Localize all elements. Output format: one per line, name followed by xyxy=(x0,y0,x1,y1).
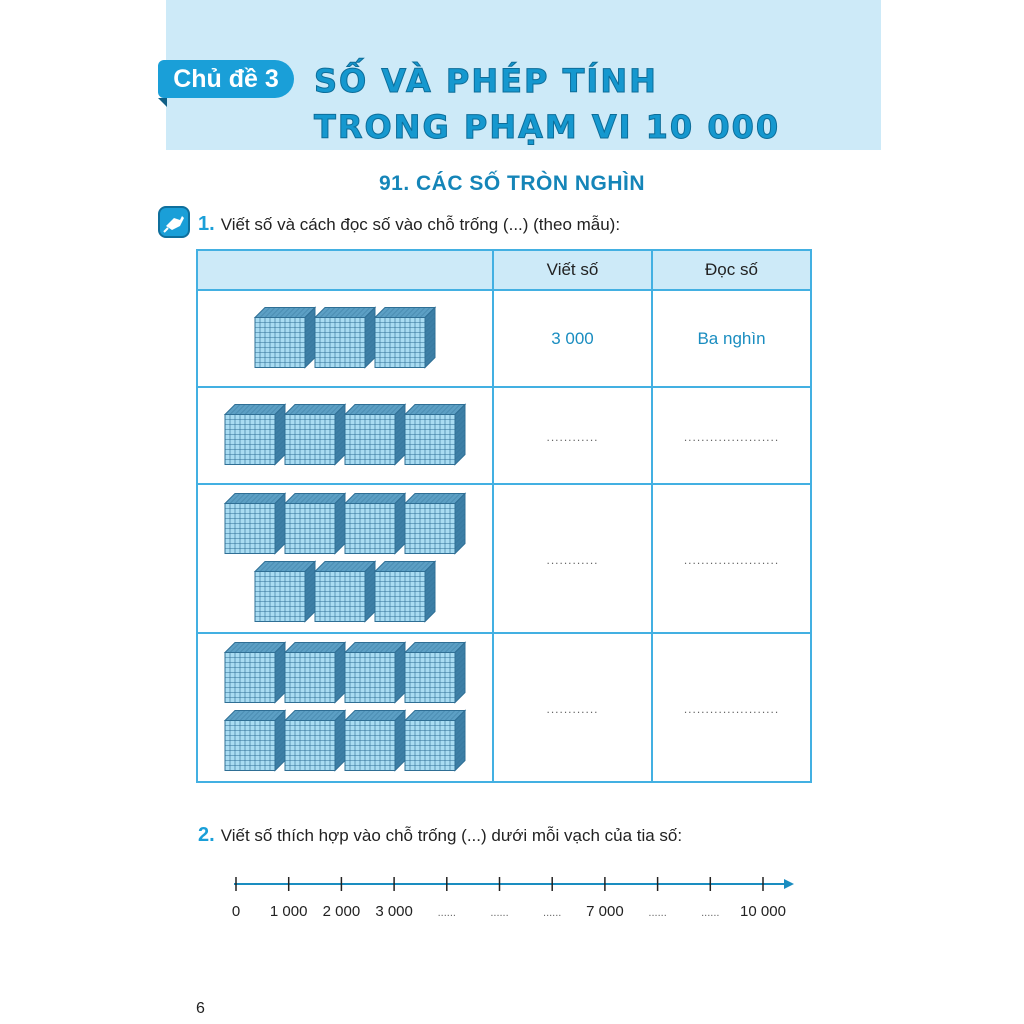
thousand-cube xyxy=(285,643,345,703)
header-picture xyxy=(197,250,493,290)
header-read: Đọc số xyxy=(652,250,811,290)
thousand-cube xyxy=(375,308,435,368)
read-value: Ba nghìn xyxy=(697,328,766,348)
exercise-1-number: 1. xyxy=(198,213,215,235)
thousand-cube xyxy=(225,711,285,771)
thousand-cube xyxy=(255,308,315,368)
picture-cell xyxy=(197,387,493,484)
read-blank: ...................... xyxy=(683,552,780,567)
thousand-cube xyxy=(345,643,405,703)
number-line-blank[interactable]: ...... xyxy=(437,907,456,919)
thousand-cube xyxy=(285,405,345,465)
thousand-cube xyxy=(345,494,405,554)
thousand-cube xyxy=(315,308,375,368)
read-cell[interactable] xyxy=(652,387,811,484)
thousand-cube xyxy=(375,562,435,622)
thousand-cube xyxy=(405,405,465,465)
write-blank: ............ xyxy=(546,701,599,716)
chapter-tab: Chủ đề 3 xyxy=(158,60,294,98)
thousand-cube xyxy=(345,711,405,771)
exercise-icon xyxy=(158,206,190,238)
thousand-cube xyxy=(405,643,465,703)
chapter-title-line1: SỐ VÀ PHÉP TÍNH xyxy=(314,62,658,100)
number-line-blank[interactable]: ...... xyxy=(543,907,562,919)
exercise-2-number: 2. xyxy=(198,824,215,846)
chapter-title-line2: TRONG PHẠM VI 10 000 xyxy=(314,108,781,146)
write-cell[interactable] xyxy=(493,387,652,484)
picture-cell xyxy=(197,484,493,633)
table-row xyxy=(197,484,811,633)
picture-cell xyxy=(197,633,493,782)
thousand-cube xyxy=(345,405,405,465)
number-line-label: 2 000 xyxy=(322,903,361,920)
table-row xyxy=(197,290,811,387)
thousand-cube xyxy=(225,405,285,465)
write-cell xyxy=(493,290,652,387)
thousand-cubes-3 xyxy=(198,291,492,386)
exercise-1-heading xyxy=(198,213,620,236)
picture-cell xyxy=(197,290,493,387)
number-line-arrow xyxy=(784,879,794,889)
read-cell[interactable] xyxy=(652,633,811,782)
thousand-cube xyxy=(225,494,285,554)
number-line xyxy=(228,866,798,926)
write-cell[interactable] xyxy=(493,484,652,633)
table-header-row xyxy=(197,250,811,290)
number-line-blank[interactable]: ...... xyxy=(701,907,720,919)
exercise-1-table xyxy=(196,249,812,783)
page-number: 6 xyxy=(196,1000,205,1017)
chapter-title xyxy=(314,58,874,150)
lesson-title: 91. CÁC SỐ TRÒN NGHÌN xyxy=(378,172,646,195)
exercise-2-heading xyxy=(198,824,682,847)
write-blank: ............ xyxy=(546,552,599,567)
chapter-tab-fold xyxy=(158,98,167,107)
read-cell xyxy=(652,290,811,387)
thousand-cubes-8 xyxy=(198,634,492,781)
thousand-cube xyxy=(225,643,285,703)
write-blank: ............ xyxy=(546,429,599,444)
thousand-cubes-4 xyxy=(198,388,492,483)
number-line-label: 1 000 xyxy=(269,903,308,920)
thousand-cube xyxy=(285,494,345,554)
write-cell[interactable] xyxy=(493,633,652,782)
thousand-cube xyxy=(285,711,345,771)
thousand-cube xyxy=(255,562,315,622)
read-blank: ...................... xyxy=(683,701,780,716)
number-line-blank[interactable]: ...... xyxy=(490,907,509,919)
read-cell[interactable] xyxy=(652,484,811,633)
exercise-1-instruction: Viết số và cách đọc số vào chỗ trống (...) (theo mẫu): xyxy=(220,215,621,234)
number-line-label: 7 000 xyxy=(586,903,624,920)
number-line-label: 3 000 xyxy=(375,903,413,920)
write-value: 3 000 xyxy=(551,328,594,348)
thousand-cube xyxy=(405,711,465,771)
number-line-label: 0 xyxy=(231,903,241,920)
number-line-label: 10 000 xyxy=(740,903,786,920)
thousand-cube xyxy=(405,494,465,554)
table-row xyxy=(197,387,811,484)
number-line-blank[interactable]: ...... xyxy=(648,907,667,919)
read-blank: ...................... xyxy=(683,429,780,444)
exercise-2-instruction: Viết số thích hợp vào chỗ trống (...) dưới mỗi vạch của tia số: xyxy=(220,826,683,845)
table-row xyxy=(197,633,811,782)
thousand-cubes-7 xyxy=(198,485,492,632)
hand-pencil-icon xyxy=(160,208,188,236)
header-write: Viết số xyxy=(493,250,652,290)
thousand-cube xyxy=(315,562,375,622)
